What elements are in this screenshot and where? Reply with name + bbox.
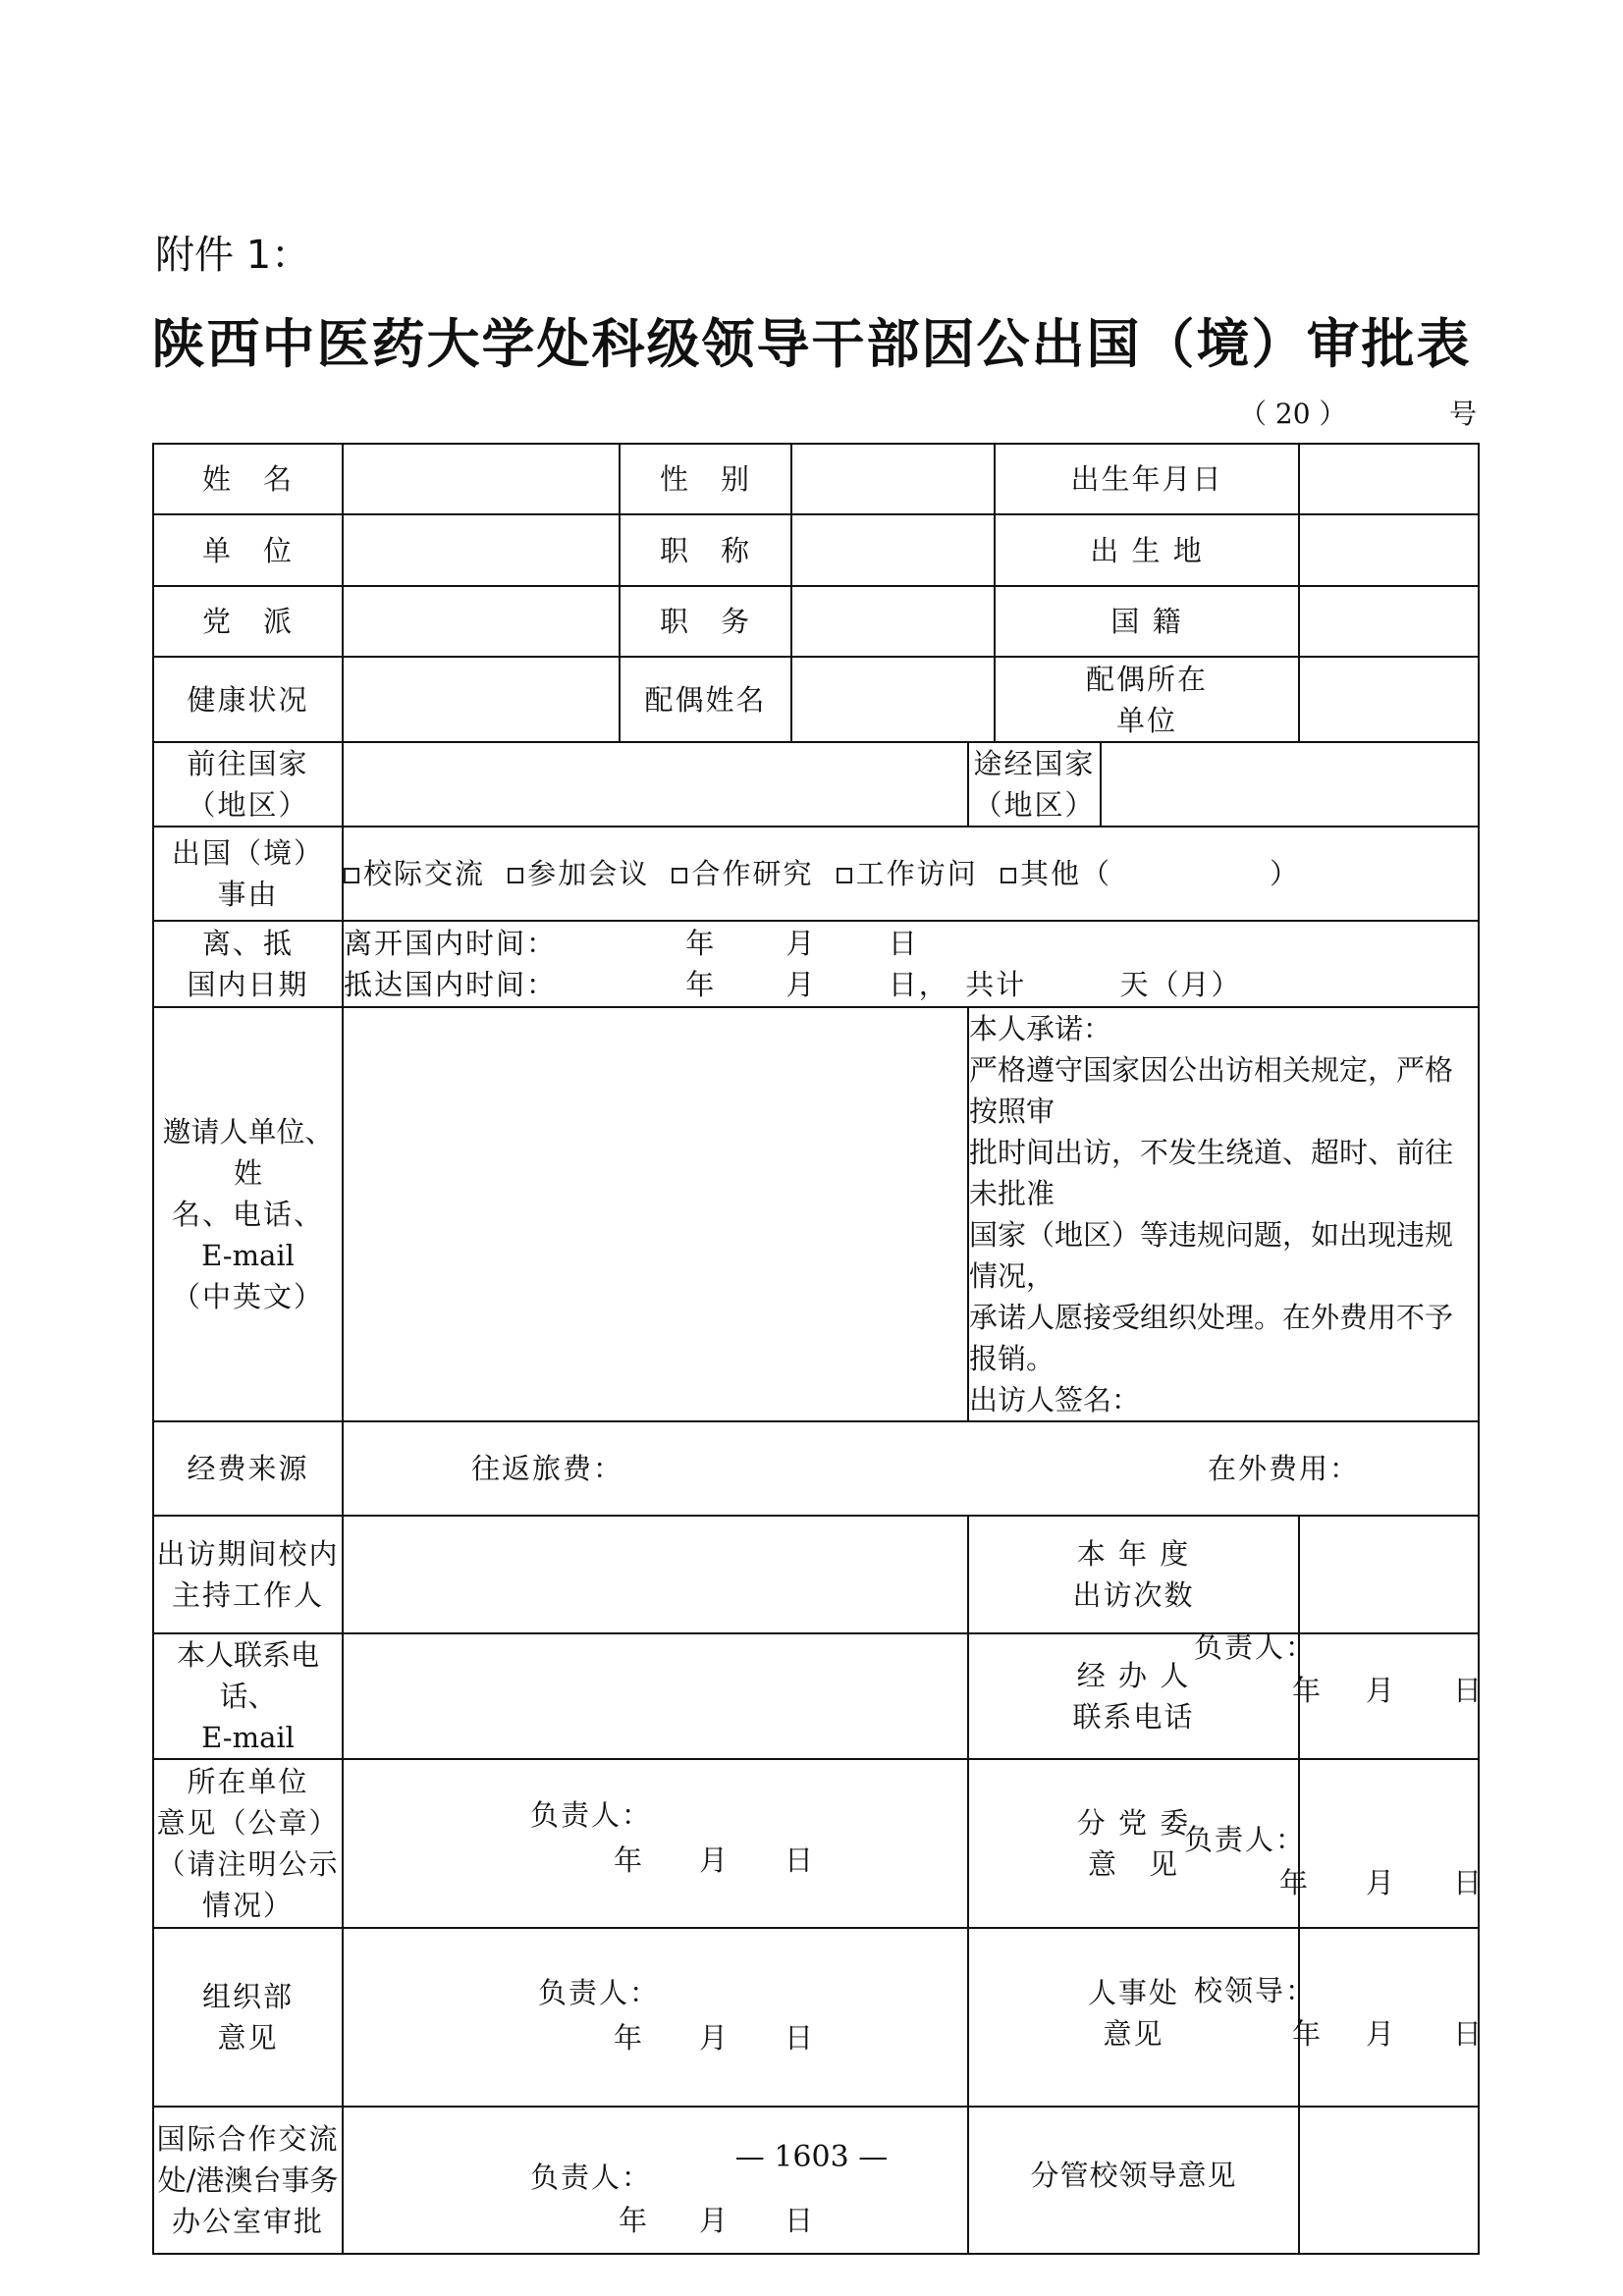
label-inviter-line4: （中英文） (171, 1280, 324, 1313)
label-via-line2: （地区） (973, 788, 1096, 822)
arrive-day-unit: 日 (888, 968, 919, 1001)
leader-field[interactable] (1299, 2107, 1479, 2254)
hr-year: 年 (1279, 1866, 1309, 1899)
pledge-line-4: 承诺人愿接受组织处理。在外费用不予报销。 (969, 1301, 1454, 1375)
label-spouse-unit-line2: 单位 (1116, 703, 1178, 737)
label-visits-line1: 本 年 度 (1076, 1537, 1191, 1571)
hr-responsible: 负责人： (1184, 1823, 1307, 1856)
reason-options (343, 827, 1479, 921)
label-unit-opinion (153, 1759, 343, 1928)
label-dates-line1: 离、抵 (201, 927, 294, 960)
pledge-line-1: 严格遵守国家因公出访相关规定，严格按照审 (969, 1053, 1454, 1128)
label-inviter-line1: 邀请人单位、姓 (162, 1115, 334, 1190)
label-via-line1: 途经国家 (973, 747, 1096, 780)
arrive-month-unit: 月 (785, 968, 817, 1001)
pledge-line-3: 国家（地区）等违规问题，如出现违规情况， (969, 1218, 1454, 1293)
total-label: ， 共计 (918, 968, 1027, 1001)
via-field[interactable] (1101, 742, 1479, 827)
arrive-year-unit: 年 (685, 968, 717, 1001)
unit-opinion-month: 月 (699, 1843, 730, 1877)
destination-field[interactable] (343, 742, 968, 827)
row-party (153, 586, 1479, 657)
label-contact-line2: E-mail (201, 1721, 295, 1754)
label-intl (153, 2107, 343, 2254)
reason-other-label: 其他（ (1019, 857, 1111, 890)
serial-number-suffix: 号 (1449, 398, 1478, 430)
leave-date-line (344, 923, 1478, 964)
label-contact-line1: 本人联系电话、 (176, 1638, 319, 1713)
leave-date-label: 离开国内时间： (344, 927, 558, 960)
label-birth-date: 出生年月日 (995, 444, 1299, 514)
label-via (968, 742, 1101, 827)
party-committee-month: 月 (1366, 1674, 1395, 1707)
leave-year-unit: 年 (685, 927, 717, 960)
org-dept-year: 年 (614, 2021, 645, 2055)
title-field[interactable] (791, 514, 995, 586)
leader-sign-label: 校领导： (1194, 1974, 1317, 2007)
hr-day: 日 (1453, 1866, 1483, 1899)
label-reason (153, 827, 343, 921)
label-inviter (153, 1007, 343, 1421)
row-unit (153, 514, 1479, 586)
row-inviter (153, 1007, 1479, 1421)
checkbox-work-visit[interactable] (837, 868, 852, 883)
label-funding: 经费来源 (153, 1421, 343, 1516)
birthplace-field[interactable] (1299, 514, 1479, 586)
label-reason-line1: 出国（境） (171, 836, 324, 870)
inviter-field[interactable] (343, 1007, 968, 1421)
label-hr-line2: 意见 (1103, 2017, 1164, 2051)
party-committee-year: 年 (1292, 1674, 1322, 1707)
leader-day: 日 (1453, 2017, 1483, 2051)
label-spouse-unit (995, 657, 1299, 742)
leader-month: 月 (1366, 2017, 1395, 2051)
nationality-field[interactable] (1299, 586, 1479, 657)
label-position: 职 务 (620, 586, 791, 657)
funding-field[interactable] (343, 1421, 1479, 1516)
row-org-dept (153, 1928, 1479, 2107)
label-dates-line2: 国内日期 (187, 968, 309, 1001)
party-committee-field[interactable] (1299, 1759, 1479, 1928)
reason-work-visit-label: 工作访问 (855, 857, 978, 890)
form-title: 陕西中医药大学处科级领导干部因公出国（境）审批表 (151, 312, 1472, 375)
intl-year: 年 (619, 2204, 650, 2237)
label-name: 姓 名 (153, 444, 343, 514)
arrive-date-line (344, 964, 1478, 1005)
days-unit: 天（月） (1119, 968, 1242, 1001)
label-birthplace: 出 生 地 (995, 514, 1299, 586)
arrive-date-label: 抵达国内时间： (344, 968, 558, 1001)
label-leader-opinion: 分管校领导意见 (968, 2107, 1299, 2254)
label-destination-line2: （地区） (187, 788, 309, 822)
health-field[interactable] (343, 657, 620, 742)
pledge-cell (968, 1007, 1479, 1421)
label-spouse-name: 配偶姓名 (620, 657, 791, 742)
label-visits (968, 1516, 1299, 1633)
row-health (153, 657, 1479, 742)
travel-fee-label: 往返旅费： (471, 1452, 624, 1485)
label-handler-line2: 联系电话 (1072, 1700, 1195, 1734)
reason-exchange-label: 校际交流 (363, 857, 486, 890)
row-funding (153, 1421, 1479, 1516)
label-handler-line1: 经 办 人 (1076, 1659, 1191, 1692)
checkbox-conference[interactable] (508, 868, 523, 883)
label-host (153, 1516, 343, 1633)
leave-month-unit: 月 (785, 927, 817, 960)
label-spouse-unit-line1: 配偶所在 (1086, 662, 1209, 696)
label-destination (153, 742, 343, 827)
host-field[interactable] (343, 1516, 968, 1633)
unit-opinion-day: 日 (784, 1843, 816, 1877)
label-party-committee-line1: 分 党 委 (1076, 1806, 1191, 1840)
checkbox-other[interactable] (1001, 868, 1016, 883)
abroad-fee-label: 在外费用： (1208, 1452, 1361, 1485)
pledge-line-2: 批时间出访，不发生绕道、超时、前往未批准 (969, 1136, 1454, 1210)
label-inviter-line2: 名、电话、 (171, 1198, 324, 1231)
label-unit-opinion-line2: 意见（公章） (156, 1806, 340, 1840)
spouse-unit-field[interactable] (1299, 657, 1479, 742)
org-dept-field[interactable] (343, 1928, 968, 2107)
org-dept-day: 日 (784, 2021, 816, 2055)
visits-field[interactable] (1299, 1516, 1479, 1633)
label-party-committee-line2: 意 见 (1088, 1847, 1180, 1881)
label-unit: 单 位 (153, 514, 343, 586)
label-org-dept-line1: 组织部 (201, 1980, 294, 2013)
label-destination-line1: 前往国家 (187, 747, 309, 780)
row-destination (153, 742, 1479, 827)
label-dates (153, 921, 343, 1007)
row-dates (153, 921, 1479, 1007)
label-contact (153, 1633, 343, 1759)
label-reason-line2: 事由 (217, 878, 279, 911)
checkbox-exchange[interactable] (344, 868, 359, 883)
label-unit-opinion-line1: 所在单位 (187, 1765, 309, 1798)
label-intl-line1: 国际合作交流 (156, 2122, 340, 2156)
org-dept-responsible: 负责人： (538, 1976, 661, 2009)
intl-field[interactable] (343, 2107, 968, 2254)
label-unit-opinion-line4: 情况） (201, 1889, 294, 1922)
position-field[interactable] (791, 586, 995, 657)
label-intl-line3: 办公室审批 (171, 2205, 324, 2238)
label-host-line2: 主持工作人 (171, 1578, 324, 1612)
checkbox-research[interactable] (672, 868, 687, 883)
unit-field[interactable] (343, 514, 620, 586)
party-committee-day: 日 (1453, 1674, 1483, 1707)
label-party: 党 派 (153, 586, 343, 657)
label-health: 健康状况 (153, 657, 343, 742)
hr-month: 月 (1366, 1866, 1395, 1899)
row-host (153, 1516, 1479, 1633)
spouse-name-field[interactable] (791, 657, 995, 742)
label-org-dept-line2: 意见 (217, 2021, 279, 2055)
intl-month: 月 (699, 2204, 730, 2237)
label-unit-opinion-line3: （请注明公示 (156, 1847, 340, 1881)
label-host-line1: 出访期间校内 (156, 1537, 340, 1571)
label-org-dept (153, 1928, 343, 2107)
serial-number-open: （ 20 ） (1239, 398, 1347, 430)
name-field[interactable] (343, 444, 620, 514)
leader-year: 年 (1292, 2017, 1322, 2051)
unit-opinion-field[interactable] (343, 1759, 968, 1928)
row-reason (153, 827, 1479, 921)
page-number: — 1603 — (734, 2140, 889, 2174)
contact-field[interactable] (343, 1633, 968, 1759)
org-dept-month: 月 (699, 2021, 730, 2055)
label-title: 职 称 (620, 514, 791, 586)
label-gender: 性 别 (620, 444, 791, 514)
label-hr-line1: 人事处 (1088, 1976, 1180, 2009)
label-intl-line2: 处/港澳台事务 (157, 2163, 339, 2197)
label-hr (968, 1928, 1299, 2107)
intl-day: 日 (784, 2204, 816, 2237)
label-inviter-line3: E-mail (201, 1239, 295, 1272)
label-visits-line2: 出访次数 (1072, 1578, 1195, 1612)
row-name (153, 444, 1479, 514)
party-field[interactable] (343, 586, 620, 657)
reason-conference-label: 参加会议 (527, 857, 650, 890)
dates-fields (343, 921, 1479, 1007)
attachment-label: 附件 1： (155, 233, 311, 278)
party-committee-responsible-2: 负责人： (1194, 1630, 1317, 1664)
intl-responsible: 负责人： (530, 2161, 653, 2194)
leave-day-unit: 日 (888, 927, 919, 960)
reason-other-close: ） (1270, 857, 1301, 890)
pledge-signature-label[interactable]: 出访人签名： (969, 1383, 1141, 1416)
pledge-heading: 本人承诺： (969, 1012, 1112, 1045)
birth-date-field[interactable] (1299, 444, 1479, 514)
row-intl (153, 2107, 1479, 2254)
unit-opinion-year: 年 (614, 1843, 645, 1877)
reason-research-label: 合作研究 (691, 857, 814, 890)
label-nationality: 国 籍 (995, 586, 1299, 657)
gender-field[interactable] (791, 444, 995, 514)
unit-opinion-responsible: 负责人： (530, 1798, 653, 1832)
